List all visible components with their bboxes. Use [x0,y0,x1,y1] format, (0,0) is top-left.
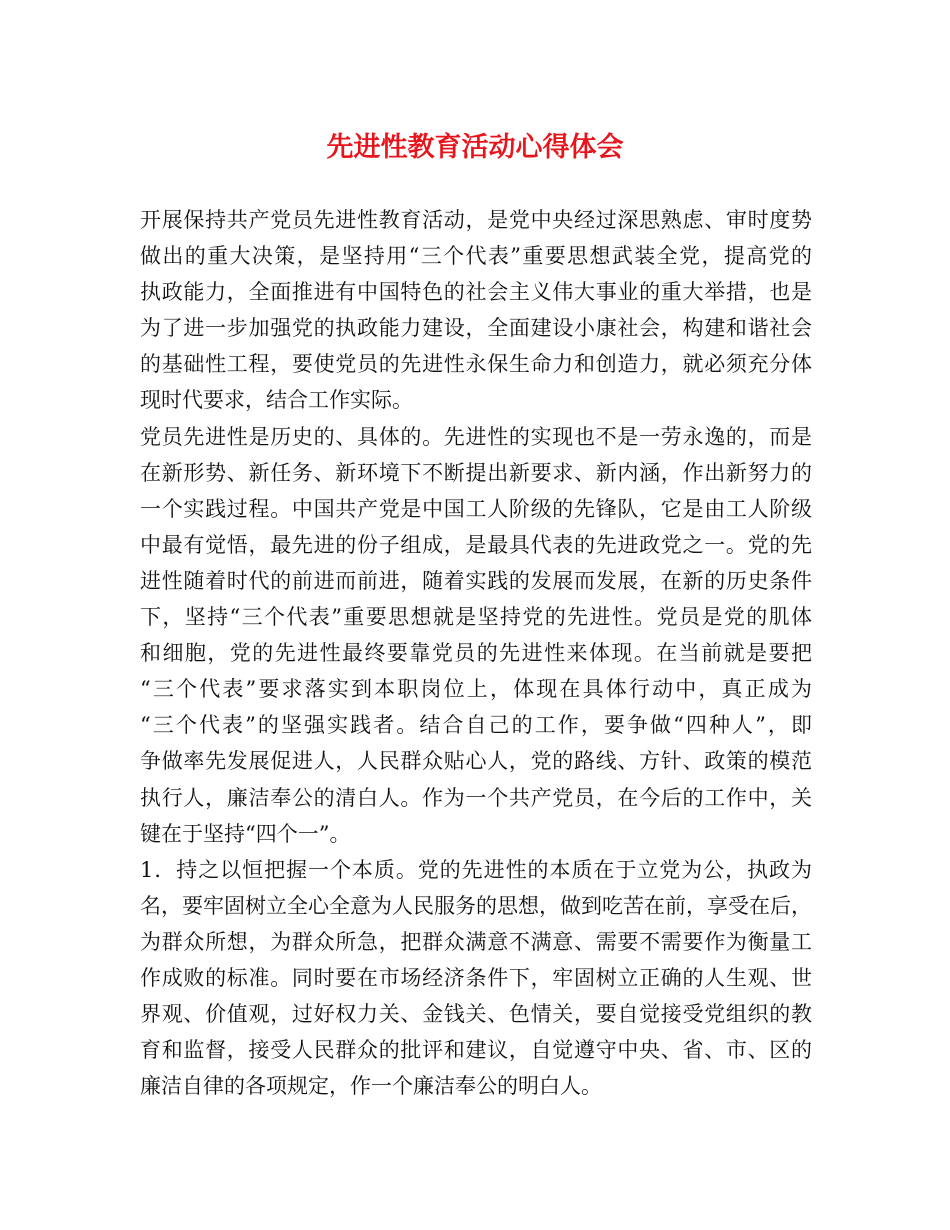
body-text-line: “三个代表”的坚强实践者。结合自己的工作，要争做“四种人”，即 [140,713,812,738]
body-text-line: 键在于坚持“四个一”。 [140,821,351,846]
body-text-line: 的基础性工程，要使党员的先进性永保生命力和创造力，就必须充分体 [140,352,812,377]
body-text-line: 现时代要求，结合工作实际。 [140,388,413,413]
body-text-line: 1．持之以恒把握一个本质。党的先进性的本质在于立党为公，执政为 [140,857,812,882]
body-text-line: 廉洁自律的各项规定，作一个廉洁奉公的明白人。 [140,1074,602,1099]
body-text-line: 做出的重大决策，是坚持用“三个代表”重要思想武装全党，提高党的 [140,244,812,269]
document-title: 先进性教育活动心得体会 [326,132,624,163]
body-text-line: 执行人，廉洁奉公的清白人。作为一个共产党员，在今后的工作中，关 [140,785,812,810]
body-text-line: 党员先进性是历史的、具体的。先进性的实现也不是一劳永逸的，而是 [140,424,812,449]
body-text-line: 作成败的标准。同时要在市场经济条件下，牢固树立正确的人生观、世 [140,965,812,990]
body-text-line: “三个代表”要求落实到本职岗位上，体现在具体行动中，真正成为 [140,677,812,702]
body-text-line: 执政能力，全面推进有中国特色的社会主义伟大事业的重大举措，也是 [140,280,812,305]
body-text-line: 为群众所想，为群众所急，把群众满意不满意、需要不需要作为衡量工 [140,929,812,954]
body-text-line: 开展保持共产党员先进性教育活动，是党中央经过深思熟虑、审时度势 [140,208,812,232]
body-text-line: 育和监督，接受人民群众的批评和建议，自觉遵守中央、省、市、区的 [140,1038,812,1063]
body-text-line: 为了进一步加强党的执政能力建设，全面建设小康社会，构建和谐社会 [140,316,812,341]
body-text-line: 在新形势、新任务、新环境下不断提出新要求、新内涵，作出新努力的 [140,460,812,485]
body-text-line: 中最有觉悟，最先进的份子组成，是最具代表的先进政党之一。党的先 [140,532,812,557]
body-text-line: 下，坚持“三个代表”重要思想就是坚持党的先进性。党员是党的肌体 [140,605,812,630]
body-text-line: 名，要牢固树立全心全意为人民服务的思想，做到吃苦在前，享受在后， [140,893,812,918]
body-text-line: 进性随着时代的前进而前进，随着实践的发展而发展，在新的历史条件 [140,568,812,593]
body-text-line: 界观、价值观，过好权力关、金钱关、色情关，要自觉接受党组织的教 [140,1002,812,1027]
body-text-line: 和细胞，党的先进性最终要靠党员的先进性来体现。在当前就是要把 [140,641,812,666]
body-text-line: 一个实践过程。中国共产党是中国工人阶级的先锋队，它是由工人阶级 [140,496,812,521]
body-text-line: 争做率先发展促进人，人民群众贴心人，党的路线、方针、政策的模范 [140,749,812,774]
document-body [140,202,812,1104]
